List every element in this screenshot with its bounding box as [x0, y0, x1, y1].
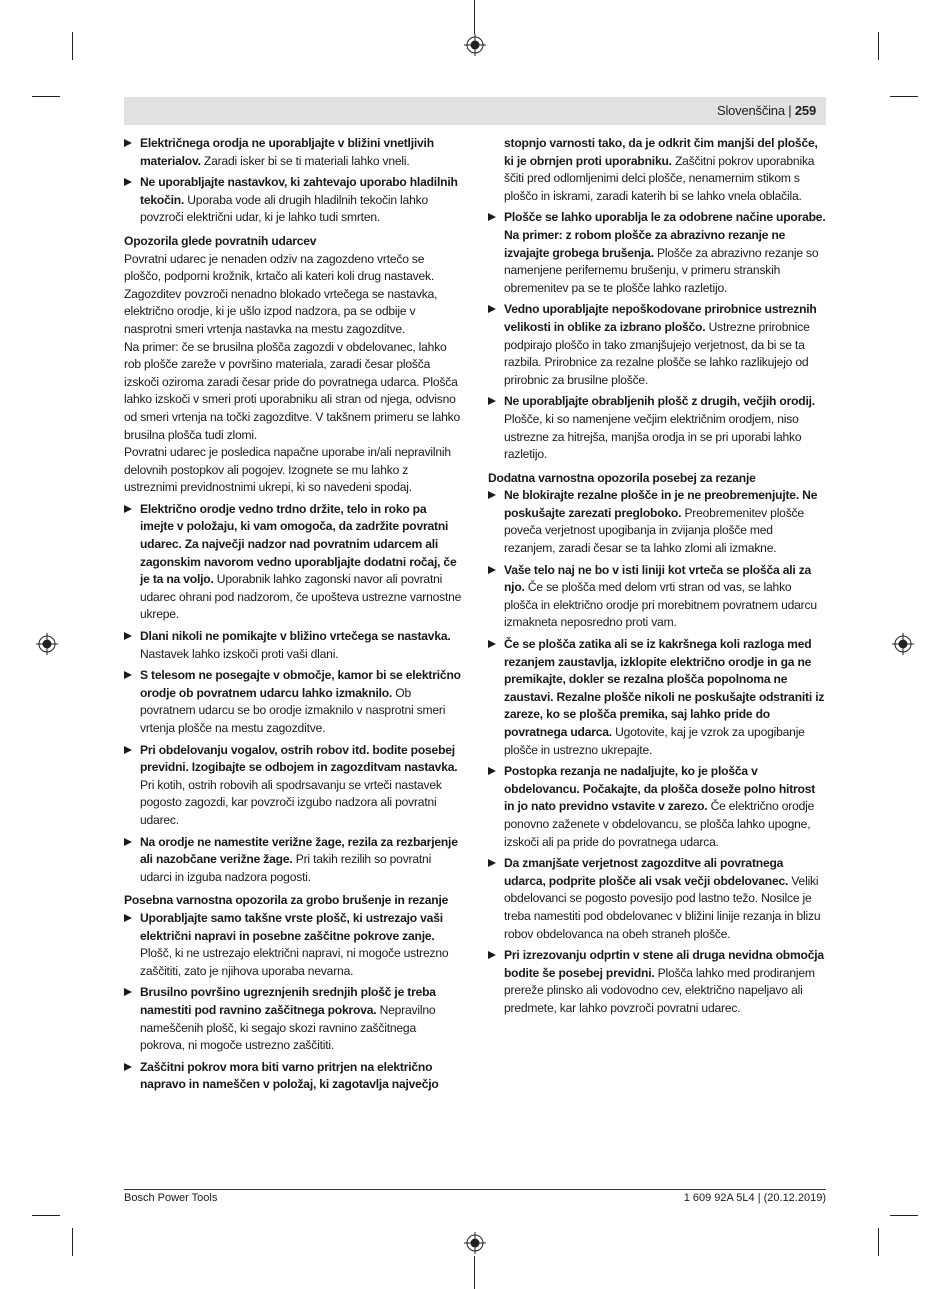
bullet-triangle-icon: [124, 1063, 132, 1071]
bullet-triangle-icon: [124, 746, 132, 754]
bullet-text: Plošča lahko med prodiranjem prereže plinsko ali vodovodno cev, električno napeljavo ali predmete, kar lahko povzroči povratni udarec.: [504, 965, 815, 1015]
section-heading: Opozorila glede povratnih udarcev: [124, 233, 317, 248]
crop-mark: [890, 96, 918, 97]
crop-mark: [890, 1215, 918, 1216]
bullet-bold: stopnjo varnosti tako, da je odkrit čim manjši del plošče, ki je obrnjen proti uporabniku.: [504, 136, 818, 168]
bullet-text: Plošč, ki ne ustrezajo električni napravi, ni mogoče ustrezno zaščititi, zato je njihova uporaba nevarna.: [140, 946, 449, 978]
bullet-item: [488, 947, 826, 1017]
bullet-triangle-icon: [124, 914, 132, 922]
bullet-text: Ob povratnem udarcu se bo orodje izmaknilo v nasprotni smeri vrtenja plošče na mestu zagozditve.: [140, 685, 446, 735]
bullet-item: [488, 393, 826, 463]
bullet-triangle-icon: [124, 838, 132, 846]
bullet-bold: Električnega orodja ne uporabljajte v bližini vnetljivih materialov.: [140, 136, 434, 168]
paragraph: Povratni udarec je nenaden odziv na zagozdeno vrtečo se ploščo, podporni krožnik, krtačo ali kateri koli drug nastavek. Zagozditev povzroči nenadno blokado vrtečega se nastavka, električno orodje, ki je ušlo izpod nadzora, pa se odbije v nasprotni smeri vrtenja nastavka na mestu zagozditve.: [124, 251, 438, 336]
crop-mark: [878, 1228, 879, 1256]
bullet-text: Če električno orodje ponovno zaženete v obdelovancu, se plošča lahko upogne, izskoči ali pa pride do povratnega udarca.: [504, 799, 815, 849]
bullet-item: [124, 667, 462, 737]
bullet-item: [488, 763, 826, 851]
bullet-item: [124, 984, 462, 1054]
bullet-item: [124, 174, 462, 227]
bullet-triangle-icon: [488, 305, 496, 313]
section-heading: Dodatna varnostna opozorila posebej za rezanje: [488, 470, 756, 485]
crop-mark: [32, 96, 60, 97]
bullet-text: Uporaba vode ali drugih hladilnih tekočin lahko povzroči električni udar, ki je lahko tudi smrten.: [140, 192, 428, 225]
bullet-item: [124, 501, 462, 624]
bullet-text: Veliki obdelovanci se pogosto povesijo pod lastno težo. Nosilce je treba namestiti pod obdelovanec v bližini linije rezanja in blizu robov obdelovanca na obeh straneh plošče.: [504, 873, 821, 941]
bullet-triangle-icon: [488, 859, 496, 867]
bullet-triangle-icon: [124, 988, 132, 996]
bullet-bold: Ne uporabljajte obrabljenih plošč z drugih, večjih orodij.: [504, 394, 815, 409]
bullet-item: [488, 487, 826, 557]
bullet-bold: Ne uporabljajte nastavkov, ki zahtevajo uporabo hladilnih tekočin.: [140, 175, 458, 207]
bullet-triangle-icon: [488, 951, 496, 959]
crop-mark: [32, 1215, 60, 1216]
bullet-text: Uporabnik lahko zagonski navor ali povratni udarec ohrani pod nadzorom, če upošteva ustrezne varnostne ukrepe.: [140, 572, 462, 622]
bullet-triangle-icon: [124, 505, 132, 513]
crop-mark: [878, 32, 879, 60]
bullet-bold: Pri izrezovanju odprtin v stene ali druga nevidna območja bodite še posebej previdni.: [504, 948, 824, 980]
section-heading: Posebna varnostna opozorila za grobo brušenje in rezanje: [124, 893, 449, 908]
bullet-item: [488, 209, 826, 297]
bullet-triangle-icon: [488, 640, 496, 648]
bullet-text: Plošče za abrazivno rezanje so namenjene perifernemu brušenju, v primeru stranskih obremenitev pa se te plošče lahko razletijo.: [504, 245, 819, 295]
footer-rule: [124, 1189, 826, 1190]
bullet-bold: Ne blokirajte rezalne plošče in je ne preobremenjujte. Ne poskušajte zarezati pregloboko.: [504, 488, 818, 520]
bullet-text: Nastavek lahko izskoči proti vaši dlani.: [140, 646, 339, 661]
bullet-bold: Zaščitni pokrov mora biti varno pritrjen na električno napravo in nameščen v položaj, ki zagotavlja največjo: [140, 1059, 439, 1092]
right-column: [488, 135, 826, 1018]
paragraph: Na primer: če se brusilna plošča zagozdi v obdelovanec, lahko rob plošče zareže v površino materiala, zaradi česar plošča izskoči oziroma zaradi česar pride do povratnega udarca. Plošča lahko izskoči v smeri proti uporabniku ali stran od njega, odvisno od smeri vrtenja na točki zagozditve. V takšnem primeru se lahko brusilna plošča tudi zlomi.: [124, 339, 461, 442]
bullet-triangle-icon: [124, 671, 132, 679]
bullet-item: [124, 628, 462, 663]
bullet-text: Plošče, ki so namenjene večjim električnim orodjem, niso ustrezne za hitrejša, manjša orodja in se pri uporabi lahko razletijo.: [504, 411, 802, 462]
bullet-bold: Uporabljajte samo takšne vrste plošč, ki ustrezajo vaši električni napravi in posebne zaščitne pokrove zanje.: [140, 910, 443, 943]
crop-mark: [474, 1256, 475, 1289]
bullet-text: Če se plošča med delom vrti stran od vas, se lahko plošča in električno orodje pri morebitnem povratnem udarcu izmakneta neposredno proti vam.: [504, 580, 817, 630]
header-separator: |: [788, 103, 792, 118]
registration-mark-icon: [464, 34, 486, 56]
bullet-triangle-icon: [488, 767, 496, 775]
bullet-triangle-icon: [124, 632, 132, 640]
paragraph: Povratni udarec je posledica napačne uporabe in/ali nepravilnih delovnih postopkov ali pogojev. Izognete se mu lahko z ustreznimi previdnostnimi ukrepi, ki so navedeni spodaj.: [124, 445, 451, 495]
bullet-item: [488, 301, 826, 389]
bullet-bold: Vaše telo naj ne bo v isti liniji kot vrteča se plošča ali za njo.: [504, 562, 812, 595]
bullet-bold: Vedno uporabljajte nepoškodovane prirobnice ustreznih velikosti in oblike za izbrano ploščo.: [504, 302, 817, 334]
header-language: Slovenščina: [716, 103, 785, 118]
bullet-item: [124, 742, 462, 830]
bullet-bold: Dlani nikoli ne pomikajte v bližino vrtečega se nastavka.: [140, 629, 451, 644]
footer-doc-number: 1 609 92A 5L4 | (20.12.2019): [683, 1192, 826, 1204]
bullet-bold: Da zmanjšate verjetnost zagozditve ali povratnega udarca, podprite plošče ali vsak večji obdelovanec.: [504, 856, 789, 888]
crop-mark: [72, 32, 73, 60]
bullet-triangle-icon: [124, 178, 132, 186]
registration-mark-icon: [892, 633, 914, 655]
bullet-item: [488, 636, 826, 759]
page-header: [124, 97, 826, 125]
bullet-item: [124, 1059, 462, 1094]
bullet-item: [124, 834, 462, 887]
page-number: 259: [794, 103, 816, 118]
bullet-bold: Pri obdelovanju vogalov, ostrih robov itd. bodite posebej previdni. Izogibajte se odbojem in zagozditvam nastavka.: [140, 742, 458, 775]
bullet-text: Ugotovite, kaj je vzrok za upogibanje plošče in ustrezno ukrepajte.: [504, 725, 805, 757]
bullet-bold: Plošče se lahko uporablja le za odobrene načine uporabe. Na primer: z robom plošče za abrazivno rezanje ne izvajajte grobega brušenja.: [504, 210, 826, 260]
bullet-triangle-icon: [488, 397, 496, 405]
bullet-text: Ustrezne prirobnice podpirajo ploščo in tako zmanjšujejo verjetnost, da bi se ta razbila. Prirobnice za rezalne plošče se lahko razlikujejo od prirobnic za brusilne plošče.: [504, 319, 810, 387]
registration-mark-icon: [464, 1232, 486, 1254]
bullet-bold: Na orodje ne namestite verižne žage, rezila za rezbarjenje ali nazobčane verižne žage.: [140, 834, 458, 867]
bullet-item: [124, 910, 462, 980]
bullet-item: [488, 562, 826, 632]
bullet-item: [124, 135, 462, 170]
bullet-item: [488, 855, 826, 943]
crop-mark: [474, 0, 475, 34]
bullet-triangle-icon: [124, 139, 132, 147]
bullet-bold: Če se plošča zatika ali se iz kakršnega koli razloga med rezanjem zaustavlja, izklopite električno orodje in ga ne premikajte, dokler se rezalna plošča popolnoma ne zaustavi. Rezalne plošče nikoli ne poskušajte odstraniti iz zareze, ko se plošča premika, saj lahko pride do povratnega udarca.: [504, 637, 825, 739]
bullet-bold: S telesom ne posegajte v območje, kamor bi se električno orodje ob povratnem udarcu lahko izmaknilo.: [140, 668, 461, 700]
bullet-text: Nepravilno nameščenih plošč, ki segajo skozi ravnino zaščitnega pokrova, ni mogoče ustrezno zaščititi.: [140, 1002, 436, 1053]
bullet-text: Pri takih rezilih so povratni udarci in izguba nadzora pogosti.: [140, 852, 432, 884]
bullet-continuation: [488, 135, 826, 205]
left-column: [124, 135, 462, 1094]
bullet-text: Pri kotih, ostrih robovih ali spodrsavanju se vrteči nastavek pogosto zagozdi, kar povzroči izgubo nadzora ali povratni udarec.: [140, 777, 442, 827]
bullet-triangle-icon: [488, 566, 496, 574]
bullet-text: Preobremenitev plošče poveča verjetnost upogibanja in zvijanja plošče med rezanjem, zaradi česar se ta lahko zlomi ali izmakne.: [504, 505, 804, 556]
bullet-text: Zaščitni pokrov uporabnika ščiti pred odlomljenimi delci plošče, nenamernim stikom s ploščo in iskrami, zaradi katerih bi se lahko vnela oblačila.: [504, 153, 815, 203]
crop-mark: [72, 1228, 73, 1256]
bullet-triangle-icon: [488, 491, 496, 499]
bullet-text: Zaradi isker bi se ti materiali lahko vneli.: [200, 153, 410, 168]
bullet-bold: Električno orodje vedno trdno držite, telo in roko pa imejte v položaju, ki vam omogoča, da zadržite povratni udarec. Za največji nadzor nad povratnim udarcem ali zagonskim navorom vedno uporabljajte dodatni ročaj, če je ta na voljo.: [140, 501, 457, 587]
bullet-bold: Brusilno površino ugreznjenih srednjih plošč je treba namestiti pod ravnino zaščitnega pokrova.: [140, 985, 436, 1017]
registration-mark-icon: [36, 633, 58, 655]
header-text: [717, 103, 816, 118]
bullet-triangle-icon: [488, 213, 496, 221]
bullet-bold: Postopka rezanja ne nadaljujte, ko je plošča v obdelovancu. Počakajte, da plošča doseže polno hitrost in jo nato previdno vstavite v zarezo.: [504, 764, 816, 814]
footer-brand: Bosch Power Tools: [124, 1192, 218, 1204]
